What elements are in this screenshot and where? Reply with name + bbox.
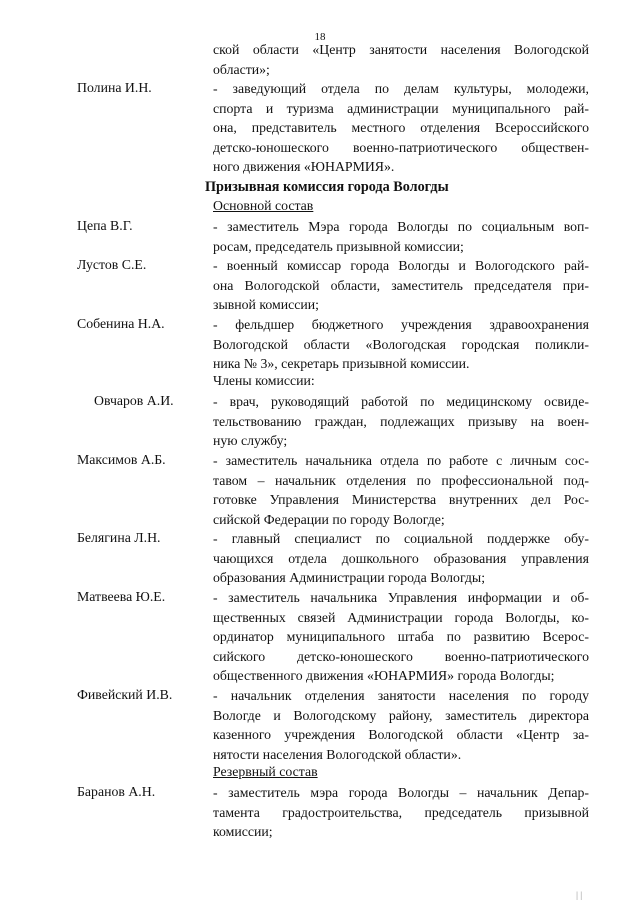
text-line: она, представитель местного отделения Всероссийского <box>213 120 589 136</box>
person-name: Максимов А.Б. <box>77 452 166 467</box>
text-line: - заведующий отдела по делам культуры, молодежи, <box>213 81 589 96</box>
text-line: готовке Управления Министерства внутренних дел Рос- <box>213 492 589 508</box>
text-line: - заместитель начальника отдела по работе с личным сос- <box>213 453 589 468</box>
scan-corner-mark: | | <box>576 890 582 900</box>
text-line: щественных связей Администрации города Вологды, ко- <box>213 609 589 625</box>
text-line: росам, председатель призывной комиссии; <box>213 238 464 254</box>
text-line: - заместитель мэра города Вологды – начальник Депар- <box>213 785 589 800</box>
person-name: Лустов С.Е. <box>77 257 147 272</box>
text-line: - фельдшер бюджетного учреждения здравоохранения <box>213 317 589 332</box>
text-line: ного движения «ЮНАРМИЯ». <box>213 159 395 175</box>
person-name: Фивейский И.В. <box>77 687 173 702</box>
text-line: зывной комиссии; <box>213 297 319 313</box>
text-line: образования Администрации города Вологды; <box>213 570 486 586</box>
text-line: - военный комиссар города Вологды и Вологодского рай- <box>213 258 589 273</box>
text-line: ную службу; <box>213 433 288 449</box>
text-line: - начальник отделения занятости населения по городу <box>213 688 589 703</box>
person-name: Матвеева Ю.Е. <box>77 589 166 604</box>
person-name: Баранов А.Н. <box>77 784 156 799</box>
members-heading: Члены комиссии: <box>213 373 315 388</box>
person-name: Овчаров А.И. <box>94 393 174 408</box>
person-role <box>213 783 589 842</box>
text-line: нятости населения Вологодской области». <box>213 746 462 762</box>
person-name: Полина И.Н. <box>77 80 152 95</box>
text-line: Вологодской области «Вологодская городская поликли- <box>213 336 589 352</box>
text-line: области»; <box>213 61 270 77</box>
text-line: тавом – начальник отделения по профессиональной под- <box>213 472 589 488</box>
text-line: общественного движения «ЮНАРМИЯ» города Вологды; <box>213 668 555 684</box>
person-role <box>213 256 589 315</box>
text-line: тельствованию граждан, подлежащих призыву на воен- <box>213 413 589 429</box>
text-line: казенного учреждения Вологодской области «Центр за- <box>213 727 589 743</box>
commission-title: Призывная комиссия города Вологды <box>205 179 449 195</box>
text-line: - заместитель начальника Управления информации и об- <box>213 590 589 605</box>
text-line: комиссии; <box>213 824 273 840</box>
person-name: Цепа В.Г. <box>77 218 133 233</box>
person-role <box>213 686 589 764</box>
text-line: ника № 3», секретарь призывной комиссии. <box>213 356 470 372</box>
text-line: - врач, руководящий работой по медицинскому освиде- <box>213 394 589 409</box>
text-line: чающихся отдела дошкольного образования управления <box>213 550 589 566</box>
person-role <box>213 392 589 451</box>
person-name: Белягина Л.Н. <box>77 530 161 545</box>
person-role <box>213 529 589 588</box>
page-number: 18 <box>314 31 326 43</box>
text-line: детско-юношеского военно-патриотического обществен- <box>213 139 589 155</box>
text-line: ординатор муниципального штаба по развитию Всерос- <box>213 629 589 645</box>
intro-text <box>213 40 589 79</box>
text-line: - заместитель Мэра города Вологды по социальным воп- <box>213 219 589 234</box>
text-line: - главный специалист по социальной поддержке обу- <box>213 531 589 546</box>
text-line: Вологде и Вологодскому району, заместитель директора <box>213 707 589 723</box>
text-line: она Вологодской области, заместитель председателя при- <box>213 277 589 293</box>
person-role <box>213 217 589 256</box>
text-line: сийского детско-юношеского военно-патриотического <box>213 648 589 664</box>
person-role <box>213 315 589 374</box>
text-line: сийской Федерации по городу Вологде; <box>213 511 445 527</box>
person-role <box>213 451 589 529</box>
text-line: ской области «Центр занятости населения Вологодской <box>213 42 589 57</box>
reserve-composition-heading: Резервный состав <box>213 764 318 779</box>
person-role <box>213 79 589 177</box>
text-line: тамента градостроительства, председатель призывной <box>213 804 589 820</box>
person-role <box>213 588 589 686</box>
person-name: Собенина Н.А. <box>77 316 165 331</box>
text-line: спорта и туризма администрации муниципального рай- <box>213 100 589 116</box>
main-composition-heading: Основной состав <box>213 198 314 213</box>
